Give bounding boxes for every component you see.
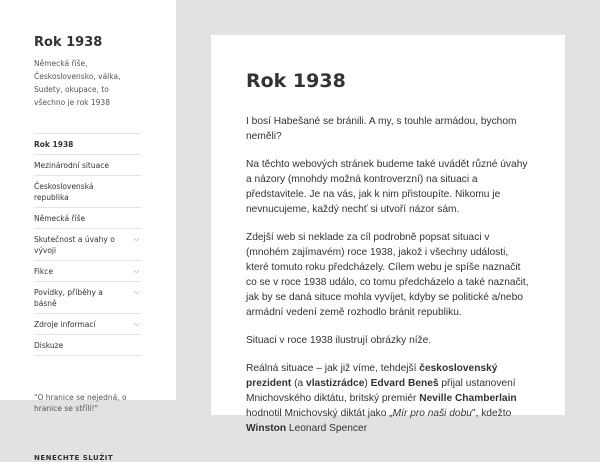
article xyxy=(246,69,530,436)
text-run: Leonard Spencer xyxy=(286,423,368,434)
text-run: (a xyxy=(291,378,307,389)
menu-item-label: Povídky, příběhy a básně xyxy=(34,288,103,308)
menu-item-ceskoslovenska-republika[interactable] xyxy=(34,176,141,208)
italic-run: Mír pro naši dobu xyxy=(392,408,472,419)
bold-run: Winston xyxy=(246,423,287,434)
text-run: přijal ustanovení Mnichovského diktátu, britský premiér xyxy=(246,378,516,404)
site-title[interactable]: Rok 1938 xyxy=(34,35,103,50)
menu-item-diskuze[interactable] xyxy=(34,335,141,356)
article-paragraph: I bosí Habešané se bránili. A my, s touhle armádou, bychom neměli? xyxy=(246,116,517,142)
text-run: Reálná situace – jak již víme, tehdejší xyxy=(246,363,420,374)
menu-item-zdroje[interactable] xyxy=(34,314,141,335)
bold-run: Edvard Beneš xyxy=(370,378,439,389)
menu-item-mezinarodni-situace[interactable] xyxy=(34,155,141,176)
chevron-down-icon[interactable]: ⌵ xyxy=(133,267,139,275)
main-menu xyxy=(34,133,141,356)
main-content xyxy=(211,35,565,434)
menu-item-label: Mezinárodní situace xyxy=(34,161,109,170)
chevron-down-icon[interactable]: ⌵ xyxy=(133,235,139,243)
article-paragraph: Situaci v roce 1938 ilustrují obrázky níže. xyxy=(246,335,432,346)
bold-run: Neville Chamberlain xyxy=(419,393,517,404)
article-paragraph: Na těchto webových stránek budeme také uvádět různé úvahy a názory (mnohdy možná kontroverzní) na situaci a představitele. Je na vás, jak k nim přistoupíte. Nikomu je nevnucujeme, každý nechť si utvoří názor sám. xyxy=(246,159,528,215)
sidebar xyxy=(0,0,176,462)
menu-item-label: Fikce xyxy=(34,267,53,276)
menu-item-label: Rok 1938 xyxy=(34,140,74,149)
menu-item-rok-1938[interactable] xyxy=(34,134,141,155)
menu-item-label: Československá republika xyxy=(34,182,94,202)
sidebar-quote: "O hranice se nejedná, o hranice se střílí!" xyxy=(34,393,127,413)
menu-item-label: Diskuze xyxy=(34,341,64,350)
menu-item-skutecnost[interactable] xyxy=(34,229,141,261)
widget-title: NENECHTE SLUŽIT xyxy=(34,454,114,462)
article-paragraph: Zdejší web si neklade za cíl podrobně popsat situaci v (mnohém zajímavém) roce 1938, jakož i všechny události, které tomuto roku předcházely. Cílem webu je spíše naznačit co se v roce 1938 událo, co tomu předcházelo a také naznačit, jak by se daná situce mohla vyvíjet, kdyby se politické a/nebo armádní vedení země rozhodlo bránit republiku. xyxy=(246,232,529,318)
menu-item-label: Skutečnost a úvahy o vývoji xyxy=(34,235,115,255)
article-paragraph xyxy=(246,361,530,436)
text-run: ) xyxy=(364,378,371,389)
site-description: Německá říše, Československo, válka, Sudety, okupace, to všechno je rok 1938 xyxy=(34,59,121,107)
chevron-down-icon[interactable]: ⌵ xyxy=(133,320,139,328)
menu-item-nemecka-rise[interactable] xyxy=(34,208,141,229)
text-run: ", kdežto xyxy=(471,408,512,419)
chevron-down-icon[interactable]: ⌵ xyxy=(133,288,139,296)
text-run: hodnotil Mnichovský diktát jako „ xyxy=(246,408,393,419)
bold-run: vlastizrádce xyxy=(306,378,365,389)
menu-item-label: Německá říše xyxy=(34,214,86,223)
menu-item-fikce[interactable] xyxy=(34,261,141,282)
menu-item-povidky[interactable] xyxy=(34,282,141,314)
menu-item-label: Zdroje informací xyxy=(34,320,96,329)
bold-run: československý prezident xyxy=(246,363,498,389)
page-title: Rok 1938 xyxy=(246,70,346,92)
